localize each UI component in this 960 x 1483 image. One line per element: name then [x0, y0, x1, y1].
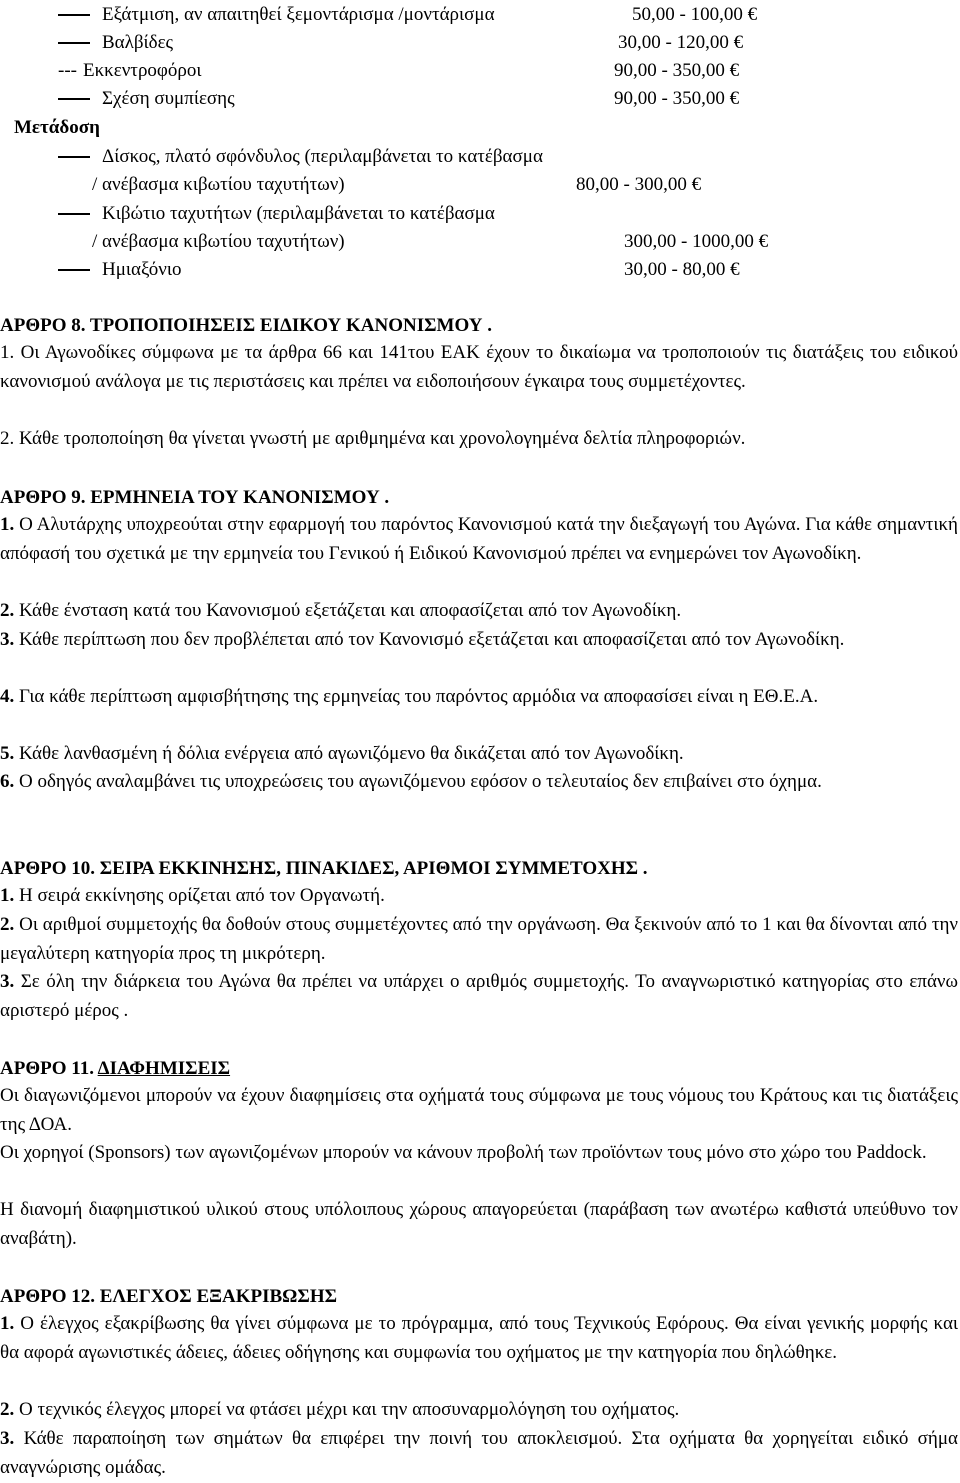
dash-marker [58, 14, 90, 16]
paragraph: 3. Κάθε περίπτωση που δεν προβλέπεται από τον Κανονισμό εξετάζεται και αποφασίζεται από τον Αγωνοδίκη. [0, 629, 845, 650]
price-row [0, 255, 960, 284]
paragraph: 3. Σε όλη την διάρκεια του Αγώνα θα πρέπει να υπάρχει ο αριθμός συμμετοχής. Το αναγνωριστικό κατηγορίας στο επάνω αριστερό μέρος . [0, 971, 958, 1021]
price-range: 90,00 - 350,00 € [614, 88, 740, 109]
paragraph: 1. Ο Αλυτάρχης υποχρεούται στην εφαρμογή του παρόντος Κανονισμού κατά την διεξαγωγή του Αγώνα. Για κάθε σημαντική απόφασή του σχετικά με την ερμηνεία του Γενικού ή Ειδικού Κανονισμού πρέπει να ενημερώνει τον Αγωνοδίκη. [0, 514, 958, 564]
article-heading: ΑΡΘΡΟ 8. ΤΡΟΠΟΠΟΙΗΣΕΙΣ ΕΙΔΙΚΟΥ ΚΑΝΟΝΙΣΜΟΥ . [0, 315, 492, 336]
list-item-cont: / ανέβασμα κιβωτίου ταχυτήτων) [92, 174, 345, 195]
article-heading: ΑΡΘΡΟ 11. ΔΙΑΦΗΜΙΣΕΙΣ [0, 1058, 231, 1079]
price-range: 300,00 - 1000,00 € [624, 231, 769, 252]
list-item: Βαλβίδες [58, 28, 173, 57]
marker-text: --- [58, 60, 77, 81]
price-row [0, 0, 960, 29]
paragraph: 6. Ο οδηγός αναλαμβάνει τις υποχρεώσεις του αγωνιζόμενου εφόσον ο τελευταίος δεν επιβαίνει στο όχημα. [0, 771, 822, 792]
price-range: 30,00 - 80,00 € [624, 259, 740, 280]
price-row [0, 227, 960, 256]
price-row [0, 56, 960, 85]
list-item: Εξάτμιση, αν απαιτηθεί ξεμοντάρισμα /μοντάρισμα [58, 0, 495, 29]
article-heading: ΑΡΘΡΟ 10. ΣΕΙΡΑ ΕΚΚΙΝΗΣΗΣ, ΠΙΝΑΚΙΔΕΣ, ΑΡΙΘΜΟΙ ΣΥΜΜΕΤΟΧΗΣ . [0, 858, 648, 879]
list-item: Δίσκος, πλατό σφόνδυλος (περιλαμβάνεται το κατέβασμα [58, 142, 543, 171]
article-heading: ΑΡΘΡΟ 9. ΕΡΜΗΝΕΙΑ ΤΟΥ ΚΑΝΟΝΙΣΜΟΥ . [0, 487, 390, 508]
dash-marker [58, 156, 90, 158]
paragraph: Οι διαγωνιζόμενοι μπορούν να έχουν διαφημίσεις στα οχήματά τους σύμφωνα με τους νόμους του Κράτους και τις διατάξεις της ΔΟΑ. [0, 1085, 958, 1135]
price-row [0, 142, 960, 171]
paragraph: 3. Κάθε παραποίηση των σημάτων θα επιφέρει την ποινή του αποκλεισμού. Στα οχήματα θα χορηγείται ειδικό σήμα αναγνώρισης ομάδας. [0, 1428, 959, 1478]
paragraph: 1. Η σειρά εκκίνησης ορίζεται από τον Οργανωτή. [0, 885, 385, 906]
paragraph: 5. Κάθε λανθασμένη ή δόλια ενέργεια από αγωνιζόμενο θα δικάζεται από τον Αγωνοδίκη. [0, 743, 684, 764]
price-row [0, 28, 960, 57]
paragraph: 2. Κάθε τροποποίηση θα γίνεται γνωστή με αριθμημένα και χρονολογημένα δελτία πληροφοριών. [0, 428, 746, 449]
paragraph: 2. Κάθε ένσταση κατά του Κανονισμού εξετάζεται και αποφασίζεται από τον Αγωνοδίκη. [0, 600, 682, 621]
article-heading: ΑΡΘΡΟ 12. ΕΛΕΓΧΟΣ ΕΞΑΚΡΙΒΩΣΗΣ [0, 1286, 338, 1307]
price-range: 80,00 - 300,00 € [576, 174, 702, 195]
paragraph: 2. Ο τεχνικός έλεγχος μπορεί να φτάσει μέχρι και την αποσυναρμολόγηση του οχήματος. [0, 1399, 680, 1420]
paragraph: Η διανομή διαφημιστικού υλικού στους υπόλοιπους χώρους απαγορεύεται (παράβαση των ανωτέρω καθιστά υπεύθυνο τον αναβάτη). [0, 1199, 958, 1249]
dash-marker [58, 269, 90, 271]
paragraph: 4. Για κάθε περίπτωση αμφισβήτησης της ερμηνείας του παρόντος αρμόδια να αποφασίσει είναι η ΕΘ.Ε.Α. [0, 686, 819, 707]
price-range: 50,00 - 100,00 € [632, 4, 758, 25]
list-item: Ημιαξόνιο [58, 255, 181, 284]
dash-marker [58, 213, 90, 215]
paragraph: 1. Ο έλεγχος εξακρίβωσης θα γίνει σύμφωνα με το πρόγραμμα, από τους Τεχνικούς Εφόρους. Θα είναι γενικής μορφής και θα αφορά αγωνιστικές άδειες, άδειες οδήγησης και συμφωνία του οχήματος με την κατηγορία που δηλώθηκε. [0, 1313, 959, 1363]
dash-marker [58, 98, 90, 100]
section-heading: Μετάδοση [14, 117, 100, 138]
list-item: Σχέση συμπίεσης [58, 84, 235, 113]
price-row [0, 84, 960, 113]
list-item-cont: / ανέβασμα κιβωτίου ταχυτήτων) [92, 231, 345, 252]
price-range: 30,00 - 120,00 € [618, 32, 744, 53]
list-item: --- Εκκεντροφόροι [58, 60, 202, 81]
list-item: Κιβώτιο ταχυτήτων (περιλαμβάνεται το κατέβασμα [58, 199, 495, 228]
price-row [0, 199, 960, 228]
price-range: 90,00 - 350,00 € [614, 60, 740, 81]
paragraph: 2. Οι αριθμοί συμμετοχής θα δοθούν στους συμμετέχοντες από την οργάνωση. Θα ξεκινούν από το 1 και θα δίνονται από την μεγαλύτερη κατηγορία προς τη μικρότερη. [0, 914, 958, 964]
paragraph: 1. Οι Αγωνοδίκες σύμφωνα με τα άρθρα 66 και 141του ΕΑΚ έχουν το δικαίωμα να τροποποιούν τις διατάξεις του ειδικού κανονισμού ανάλογα με τις περιστάσεις και πρέπει να ειδοποιήσουν έγκαιρα τους συμμετέχοντες. [0, 342, 958, 392]
paragraph: Οι χορηγοί (Sponsors) των αγωνιζομένων μπορούν να κάνουν προβολή των προϊόντων τους μόνο στο χώρο του Paddock. [0, 1142, 927, 1163]
price-row [0, 170, 960, 199]
dash-marker [58, 42, 90, 44]
